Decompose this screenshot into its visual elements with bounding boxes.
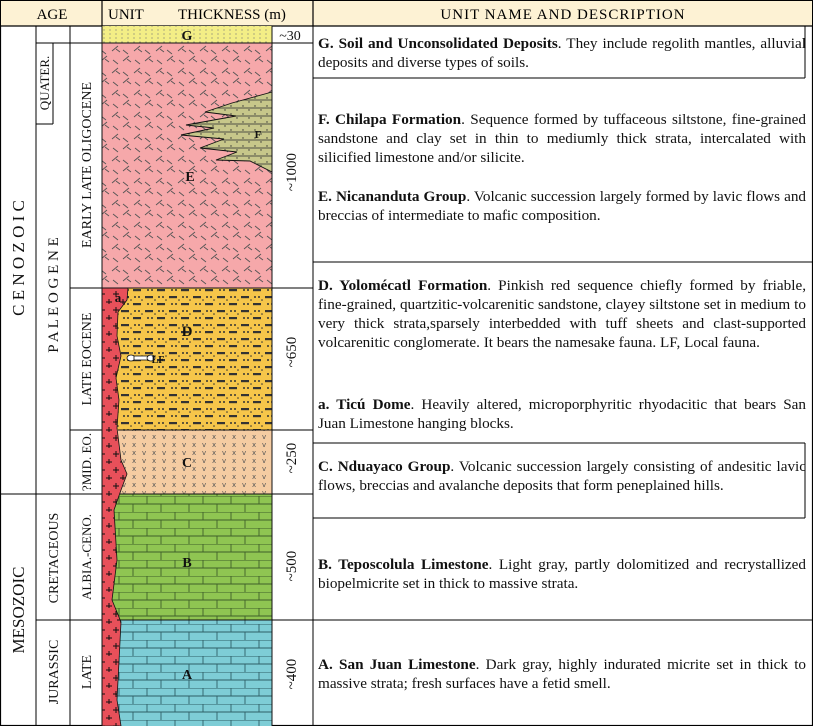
unit-E-fill: [102, 43, 272, 288]
description-C: [318, 457, 806, 495]
thickness-C: ~250: [284, 442, 300, 474]
age-label-albia-ceno: ALBIA.-CENO.: [79, 514, 94, 600]
description-A-name: A. San Juan Limestone: [318, 656, 476, 673]
unit-letter-G: G: [181, 29, 193, 44]
age-label-cenozoic: C E N O Z O I C: [9, 200, 28, 316]
unit-letter-D: D: [181, 324, 193, 340]
unit-letter-B: B: [182, 556, 192, 571]
description-E: [318, 187, 806, 225]
description-B: [318, 555, 806, 593]
lithology-column: [102, 26, 272, 726]
description-G-name: G. Soil and Unconsolidated Deposits: [318, 35, 558, 52]
unit-letter-E: E: [185, 170, 195, 185]
unit-letter-LF: LF: [151, 355, 165, 366]
description-a: [318, 395, 806, 433]
description-B-text: . Light gray, partly dolomitized and recrystallized biopelmicrite set in thick to massive strata.: [318, 556, 806, 592]
description-F: [318, 110, 806, 167]
unit-letter-F: F: [254, 129, 262, 141]
age-label-late-eocene: LATE EOCENE: [80, 312, 95, 406]
description-D-text: . Pinkish red sequence chiefly formed by friable, fine-grained, quartzitic-volcarenitic sandstone, clayey siltstone set in medium to very thick strata,sparsely interbedded with tuff sheets and clast-supported volcarenitic conglomerate. It bears the namesake fauna. LF, Local fauna.: [318, 277, 806, 351]
unit-letter-A: A: [181, 668, 193, 683]
thickness-D: ~650: [284, 336, 300, 368]
header-unit: UNIT: [108, 7, 144, 23]
header-age: AGE: [36, 7, 68, 23]
age-label-mid-eo: ?MID. EO.: [79, 432, 94, 492]
age-label-quater: QUATER.: [37, 55, 52, 111]
thickness-FE: ~1000: [284, 152, 300, 192]
unit-letter-a: a: [114, 290, 122, 305]
description-a-name: a. Ticú Dome: [318, 396, 411, 413]
description-a-text: . Heavily altered, microporphyritic rhyodacitic that bears San Juan Limestone hanging blocks.: [318, 396, 806, 432]
description-E-name: E. Nicananduta Group: [318, 188, 467, 205]
description-D: [318, 276, 806, 352]
description-E-text: . Volcanic succession largely formed by lavic flows and breccias of intermediate to mafic composition.: [318, 188, 807, 224]
age-label-mesozoic: MESOZOIC: [9, 566, 28, 654]
header-row: [0, 0, 813, 26]
description-G: [318, 34, 806, 72]
age-label-early-late-oligocene: EARLY LATE OLIGOCENE: [80, 81, 95, 249]
thickness-G: ~30: [279, 29, 301, 44]
age-label-jurassic: JURASSIC: [47, 639, 62, 705]
age-label-cretaceous: CRETACEOUS: [47, 512, 62, 604]
header-thickness: THICKNESS (m): [178, 7, 286, 23]
thickness-A: ~400: [284, 658, 300, 690]
description-D-name: D. Yolomécatl Formation: [318, 277, 488, 294]
thickness-B: ~500: [284, 550, 300, 582]
description-B-name: B. Teposcolula Limestone: [318, 556, 489, 573]
description-A-text: . Dark gray, highly indurated micrite set in thick to massive strata; fresh surfaces have a fetid smell.: [318, 656, 807, 692]
description-A: [318, 655, 806, 693]
description-G-text: . They include regolith mantles, alluvial deposits and diverse types of soils.: [318, 35, 806, 71]
age-label-paleogene: P A L E O G E N E: [46, 237, 62, 353]
description-F-text: . Sequence formed by tuffaceous siltstone, fine-grained sandstone and clay set in thin to mediumly thick strata, intercalated with silicified limestone and/or silicite.: [318, 111, 806, 166]
unit-letter-C: C: [181, 456, 193, 471]
description-C-name: C. Nduayaco Group: [318, 458, 451, 475]
description-F-name: F. Chilapa Formation: [318, 111, 462, 128]
thickness-column: [272, 26, 313, 726]
header-description: UNIT NAME AND DESCRIPTION: [440, 7, 686, 23]
age-label-late: LATE: [80, 654, 95, 690]
description-C-text: . Volcanic succession largely consisting of andesitic lavic flows, breccias and avalanche deposits that form peneplained hills.: [318, 458, 806, 494]
